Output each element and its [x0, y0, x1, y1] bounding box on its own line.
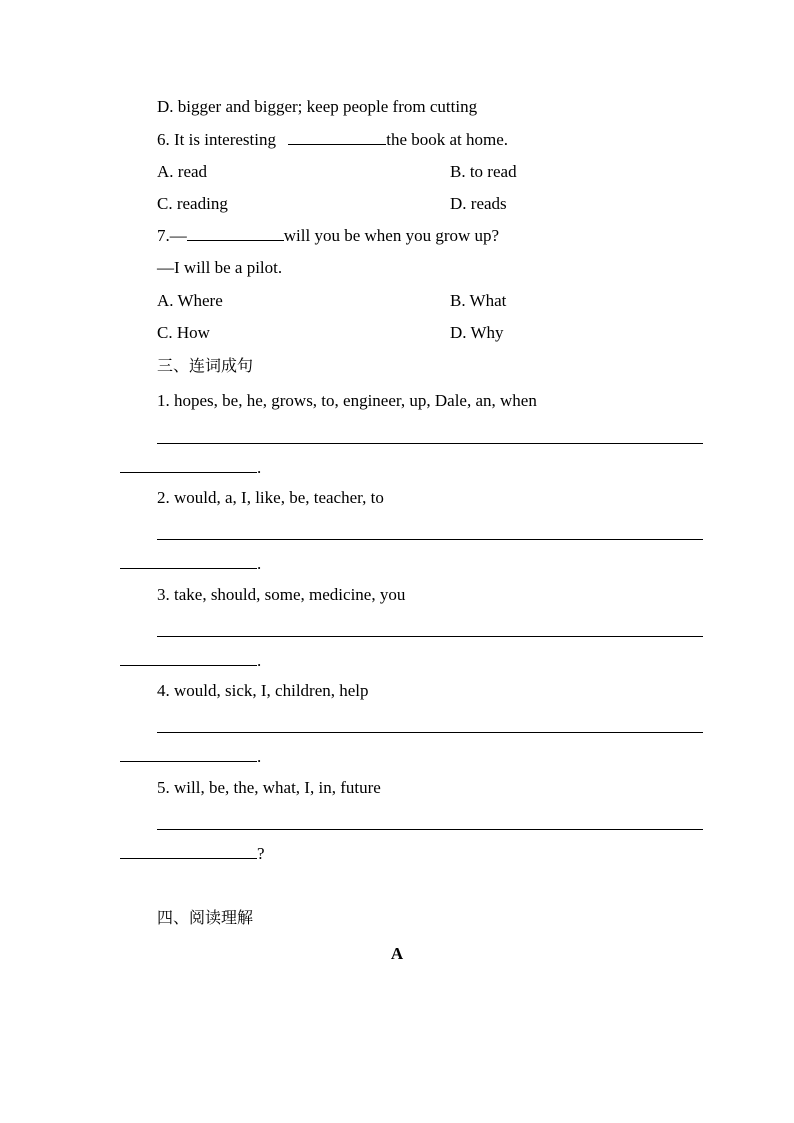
q5-option-d: D. bigger and bigger; keep people from cutting: [157, 97, 478, 116]
reorder-item-5-answer-blank[interactable]: [120, 844, 257, 859]
reorder-item-4-answer-line[interactable]: [157, 732, 703, 733]
q7-stem: [157, 226, 499, 246]
q7-reply: —I will be a pilot.: [157, 258, 283, 277]
q6-option-b: B. to read: [450, 162, 517, 181]
reorder-item-5-end: ?: [257, 844, 265, 863]
q6-stem-before: 6. It is interesting: [157, 130, 276, 149]
q6-option-c: C. reading: [157, 194, 228, 213]
reorder-item-2-answer-line-2: [120, 554, 261, 574]
reorder-item-3-prompt: 3. take, should, some, medicine, you: [157, 585, 406, 604]
q7-stem-after: will you be when you grow up?: [283, 226, 500, 245]
q6-option-a: A. read: [157, 162, 208, 181]
reorder-item-1-answer-line[interactable]: [157, 443, 703, 444]
q7-option-d: D. Why: [450, 323, 504, 342]
reorder-item-3-answer-blank[interactable]: [120, 651, 257, 666]
reorder-item-4-prompt: 4. would, sick, I, children, help: [157, 681, 369, 700]
reorder-item-1-answer-blank[interactable]: [120, 458, 257, 473]
reorder-item-5-answer-line[interactable]: [157, 829, 703, 830]
reorder-item-4-end: .: [257, 747, 262, 766]
q6-option-d: D. reads: [450, 194, 507, 213]
q6-stem: [157, 130, 508, 150]
reorder-item-3-answer-line-2: [120, 651, 261, 671]
q7-option-a: A. Where: [157, 291, 223, 310]
reorder-item-2-answer-line[interactable]: [157, 539, 703, 540]
reorder-item-2-prompt: 2. would, a, I, like, be, teacher, to: [157, 488, 384, 507]
section3-heading: 三、连词成句: [157, 356, 254, 375]
reorder-item-5-answer-line-2: [120, 844, 265, 864]
q7-answer-blank[interactable]: [187, 226, 284, 241]
reorder-item-1-end: .: [257, 458, 262, 477]
q6-answer-blank[interactable]: [288, 130, 386, 145]
reorder-item-5-prompt: 5. will, be, the, what, I, in, future: [157, 778, 381, 797]
reorder-item-1-prompt: 1. hopes, be, he, grows, to, engineer, up, Dale, an, when: [157, 391, 537, 410]
q7-option-c: C. How: [157, 323, 210, 342]
reorder-item-3-end: .: [257, 651, 262, 670]
reorder-item-4-answer-blank[interactable]: [120, 747, 257, 762]
q7-stem-before: 7.—: [157, 226, 187, 245]
section4-heading: 四、阅读理解: [157, 908, 254, 927]
passage-label: A: [390, 944, 404, 963]
reorder-item-4-answer-line-2: [120, 747, 261, 767]
reorder-item-1-answer-line-2: [120, 458, 261, 478]
q7-option-b: B. What: [450, 291, 507, 310]
reorder-item-3-answer-line[interactable]: [157, 636, 703, 637]
q6-stem-after: the book at home.: [386, 130, 509, 149]
reorder-item-2-end: .: [257, 554, 262, 573]
reorder-item-2-answer-blank[interactable]: [120, 554, 257, 569]
